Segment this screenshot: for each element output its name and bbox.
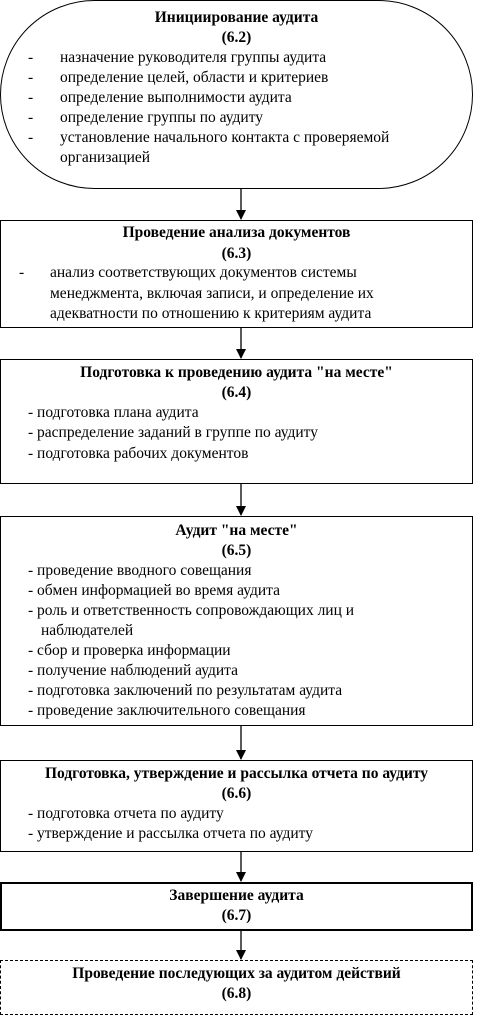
step-onsite-audit [0, 516, 473, 726]
step-ref: (6.7) [221, 907, 252, 924]
step-item: - распределение заданий в группе по аудиту [28, 424, 318, 441]
step-title: Аудит "на месте" [175, 522, 298, 539]
bullet-dash: - [28, 69, 34, 86]
bullet-dash: - [28, 89, 34, 106]
step-item: - подготовка плана аудита [28, 404, 199, 421]
step-onsite-preparation [0, 359, 473, 484]
step-item: определение группы по аудиту [60, 109, 264, 126]
step-item: - подготовка рабочих документов [28, 445, 249, 462]
step-initiation [0, 0, 473, 189]
step-item: - роль и ответственность сопровождающих лиц и [28, 602, 355, 619]
step-title: Проведение анализа документов [122, 224, 351, 241]
step-item: - получение наблюдений аудита [28, 662, 238, 679]
step-ref: (6.6) [221, 785, 252, 802]
step-item: - обмен информацией во время аудита [28, 582, 280, 599]
step-item: - проведение заключительного совещания [28, 702, 306, 719]
step-item: - утверждение и рассылка отчета по аудиту [28, 825, 313, 842]
step-item: назначение руководителя группы аудита [60, 49, 327, 66]
bullet-dash: - [28, 109, 34, 126]
step-document-review [0, 220, 473, 328]
step-title: Подготовка к проведению аудита "на месте" [80, 364, 393, 381]
step-title: Проведение последующих за аудитом действий [72, 965, 401, 982]
step-ref: (6.2) [221, 29, 252, 46]
step-ref: (6.4) [221, 384, 252, 401]
step-ref: (6.8) [221, 985, 252, 1002]
step-title: Подготовка, утверждение и рассылка отчета по аудиту [44, 765, 429, 782]
step-item: анализ соответствующих документов системы [50, 264, 357, 281]
bullet-dash: - [28, 129, 34, 146]
bullet-dash: - [28, 49, 34, 66]
step-item: определение целей, области и критериев [60, 69, 329, 86]
step-item: наблюдателей [41, 622, 134, 639]
step-completion [0, 882, 473, 931]
step-ref: (6.3) [221, 245, 252, 262]
bullet-dash: - [19, 264, 25, 281]
step-report [0, 760, 473, 852]
step-item: определение выполнимости аудита [60, 89, 292, 106]
step-item: - подготовка отчета по аудиту [28, 805, 224, 822]
step-item: установление начального контакта с проверяемой [60, 129, 390, 146]
step-item: - проведение вводного совещания [28, 562, 252, 579]
step-item: менеджмента, включая записи, и определение их [50, 285, 374, 302]
step-item: - подготовка заключений по результатам аудита [28, 682, 343, 699]
step-item: организацией [60, 149, 151, 166]
step-title: Завершение аудита [169, 887, 304, 904]
step-item: - сбор и проверка информации [28, 642, 231, 659]
step-title: Инициирование аудита [154, 9, 319, 26]
step-follow-up [0, 960, 473, 1015]
step-ref: (6.5) [221, 542, 252, 559]
step-item: адекватности по отношению к критериям аудита [50, 305, 372, 322]
